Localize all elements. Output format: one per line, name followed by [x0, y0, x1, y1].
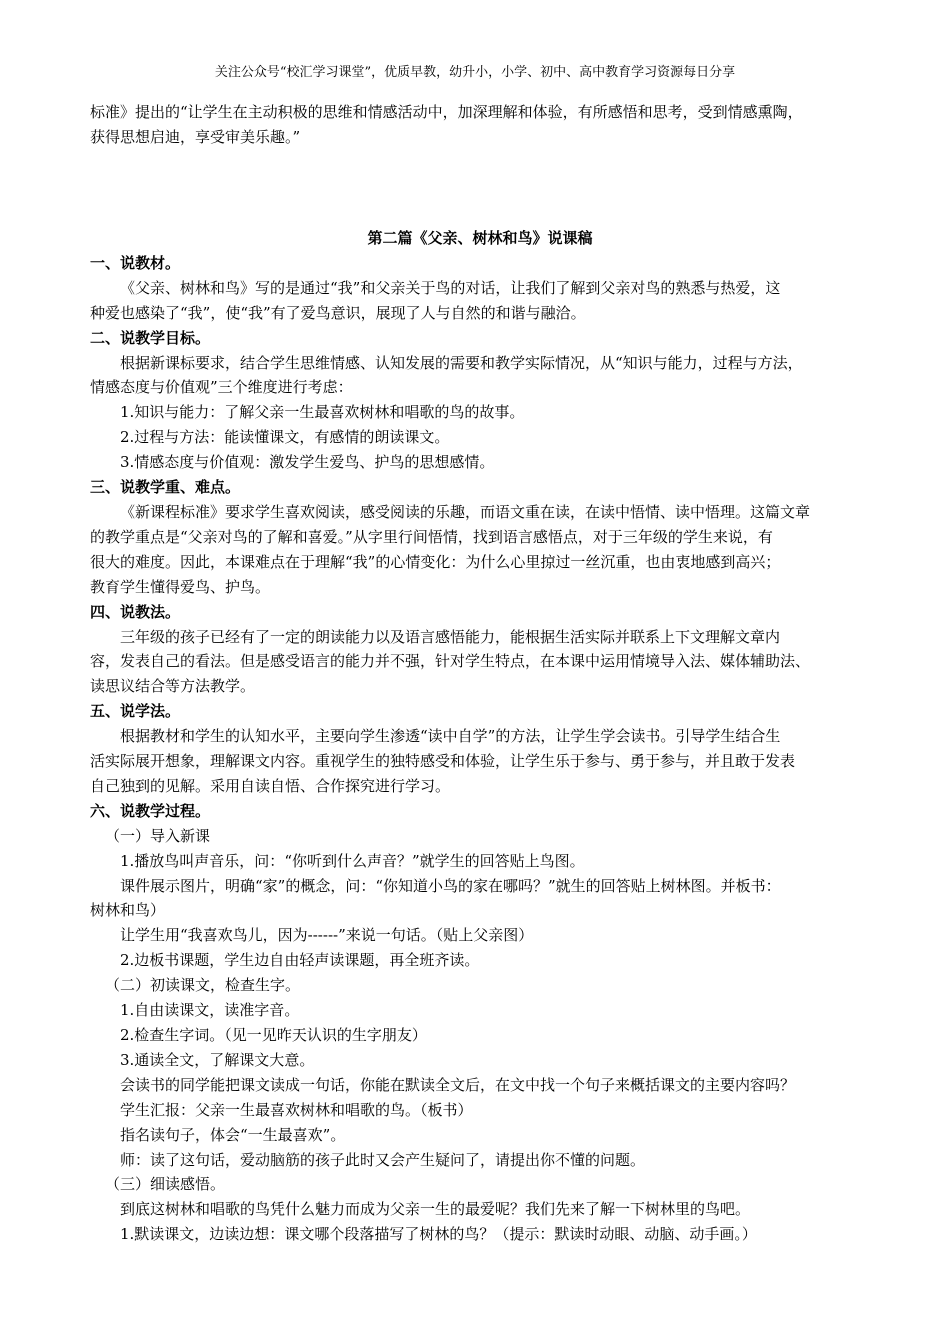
paragraph-line: 《父亲、树林和鸟》写的是通过“我”和父亲关于鸟的对话，让我们了解到父亲对鸟的熟悉与热爱，这	[120, 278, 781, 297]
paragraph-line: 教育学生懂得爱鸟、护鸟。	[90, 577, 271, 596]
section-heading-process: 六、说教学过程。	[90, 801, 211, 820]
section-heading-key-points: 三、说教学重、难点。	[90, 478, 241, 497]
process-line: 师：读了这句话，爱动脑筋的孩子此时又会产生疑问了，请提出你不懂的问题。	[120, 1150, 646, 1169]
section-heading-learning-method: 五、说学法。	[90, 702, 181, 721]
goal-item: 2.过程与方法：能读懂课文，有感情的朗读课文。	[120, 428, 450, 447]
section-heading-goals: 二、说教学目标。	[90, 328, 211, 347]
process-line: 会读书的同学能把课文读成一句话，你能在默读全文后，在文中找一个句子来概括课文的主要内容吗？	[120, 1075, 796, 1094]
subsection-heading: （一）导入新课	[105, 826, 211, 845]
paragraph-line: 《新课程标准》要求学生喜欢阅读，感受阅读的乐趣，而语文重在读，在读中悟情、读中悟理。这篇文章	[120, 502, 811, 521]
process-line: 3.通读全文，了解课文大意。	[120, 1050, 315, 1069]
intro-section	[90, 100, 870, 150]
process-line: 1.播放鸟叫声音乐，问：“你听到什么声音？”就学生的回答贴上鸟图。	[120, 851, 585, 870]
process-line: 学生汇报：父亲一生最喜欢树林和唱歌的鸟。（板书）	[120, 1100, 473, 1119]
paragraph-line: 自己独到的见解。采用自读自悟、合作探究进行学习。	[90, 776, 451, 795]
paragraph-line: 的教学重点是“父亲对鸟的了解和喜爱。”从字里行间悟情，找到语言感悟点，对于三年级的学生来说，有	[90, 527, 773, 546]
section-heading-textbook: 一、说教材。	[90, 253, 181, 272]
section-heading-teaching-method: 四、说教法。	[90, 602, 181, 621]
page-header: 关注公众号“校汇学习课堂”，优质早教，幼升小，小学、初中、高中教育学习资源每日分享	[214, 65, 736, 80]
paragraph-line: 容，发表自己的看法。但是感受语言的能力并不强，针对学生特点，在本课中运用情境导入法、媒体辅助法、	[90, 652, 811, 671]
process-line: 让学生用“我喜欢鸟儿，因为------”来说一句话。（贴上父亲图）	[120, 926, 534, 945]
intro-line: 获得思想启迪，享受审美乐趣。”	[90, 127, 301, 146]
paragraph-line: 种爱也感染了“我”，使“我”有了爱鸟意识，展现了人与自然的和谐与融洽。	[90, 303, 586, 322]
paragraph-line: 情感态度与价值观”三个维度进行考虑：	[90, 378, 353, 397]
lesson-plan	[90, 226, 870, 1247]
paragraph-line: 根据新课标要求，结合学生思维情感、认知发展的需要和教学实际情况，从“知识与能力，过程与方法，	[120, 353, 803, 372]
goal-item: 3.情感态度与价值观：激发学生爱鸟、护鸟的思想感情。	[120, 453, 495, 472]
process-line: 指名读句子，体会“一生最喜欢”。	[120, 1125, 346, 1144]
goal-item: 1.知识与能力：了解父亲一生最喜欢树林和唱歌的鸟的故事。	[120, 403, 525, 422]
subsection-heading: （三）细读感悟。	[105, 1175, 226, 1194]
subsection-heading: （二）初读课文，检查生字。	[105, 976, 301, 995]
paragraph-line: 读思议结合等方法教学。	[90, 677, 256, 696]
paragraph-line: 很大的难度。因此，本课难点在于理解“我”的心情变化：为什么心里掠过一丝沉重，也由衷地感到高兴；	[90, 552, 781, 571]
process-line: 2.检查生字词。（见一见昨天认识的生字朋友）	[120, 1026, 427, 1044]
intro-line: 标准》提出的“让学生在主动积极的思维和情感活动中，加深理解和体验，有所感悟和思考，受到情感熏陶，	[90, 103, 803, 121]
paragraph-line: 三年级的孩子已经有了一定的朗读能力以及语言感悟能力，能根据生活实际并联系上下文理解文章内	[120, 627, 781, 646]
process-line: 树林和鸟）	[90, 901, 166, 920]
process-line: 课件展示图片，明确“家”的概念，问：“你知道小鸟的家在哪吗？”就生的回答贴上树林图。并板书：	[120, 876, 781, 895]
document-title: 第二篇《父亲、树林和鸟》说课稿	[367, 229, 593, 247]
paragraph-line: 根据教材和学生的认知水平，主要向学生渗透“读中自学”的方法，让学生学会读书。引导学生结合生	[120, 727, 781, 746]
paragraph-line: 活实际展开想象，理解课文内容。重视学生的独特感受和体验，让学生乐于参与、勇于参与，并且敢于发表	[90, 752, 796, 771]
process-line: 1.自由读课文，读准字音。	[120, 1001, 300, 1020]
process-line: 1.默读课文，边读边想：课文哪个段落描写了树林的鸟？（提示：默读时动眼、动脑、动手画。）	[120, 1225, 757, 1244]
process-line: 到底这树林和唱歌的鸟凭什么魅力而成为父亲一生的最爱呢？我们先来了解一下树林里的鸟吧。	[120, 1200, 751, 1219]
process-line: 2.边板书课题，学生边自由轻声读课题，再全班齐读。	[120, 951, 480, 970]
